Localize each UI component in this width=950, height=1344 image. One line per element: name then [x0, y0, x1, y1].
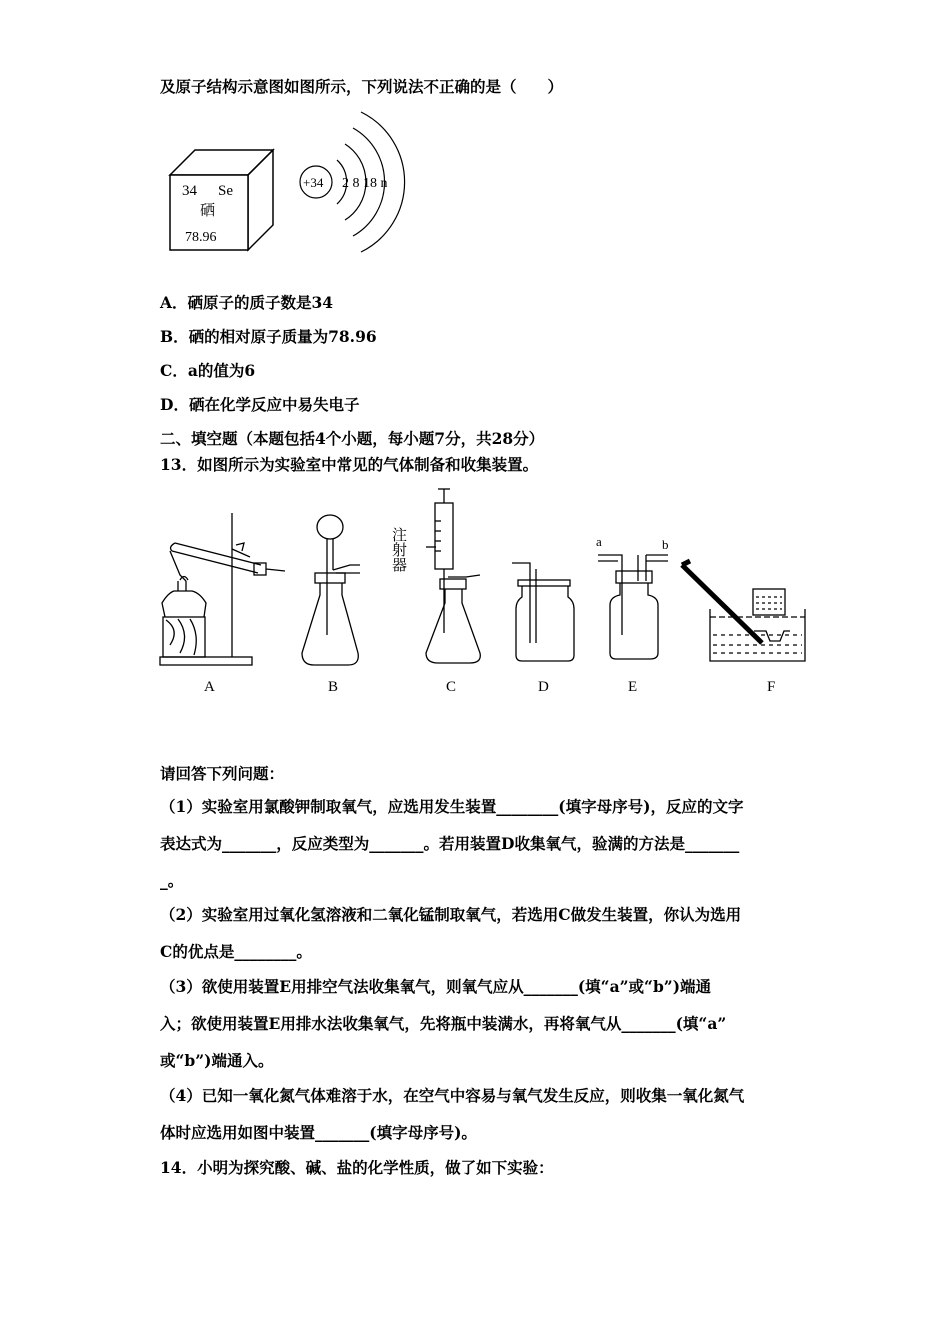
q13-line-2: 表达式为_______，反应类型为_______。若用装置D收集氧气，验满的方法是_______ — [160, 834, 740, 853]
option-a: A．硒原子的质子数是34 — [160, 293, 334, 312]
q12-stem: 及原子结构示意图如图所示，下列说法不正确的是（ ） — [160, 77, 564, 96]
q13-stem: 13．如图所示为实验室中常见的气体制备和收集装置。 — [160, 455, 539, 474]
label-d: D — [538, 679, 549, 695]
label-c: C — [446, 679, 457, 695]
label-a: A — [204, 679, 215, 695]
option-d: D．硒在化学反应中易失电子 — [160, 395, 360, 414]
atomic-structure-diagram — [295, 108, 415, 258]
apparatus-d — [512, 563, 574, 661]
q13-line-3: _。 — [160, 871, 184, 890]
element-name: 硒 — [200, 201, 216, 219]
q13-line-7: 入；欲使用装置E用排水法收集氧气，先将瓶中装满水，再将氧气从_______(填“a” — [160, 1014, 727, 1033]
periodic-table-cell — [165, 145, 280, 255]
label-e: E — [628, 679, 638, 695]
q13-line-8: 或“b”)端通入。 — [160, 1051, 274, 1070]
q13-line-4: （2）实验室用过氧化氢溶液和二氧化锰制取氧气，若选用C做发生装置，你认为选用 — [160, 905, 742, 924]
section-heading: 二、填空题（本题包括4个小题，每小题7分，共28分） — [160, 429, 545, 448]
element-number: 34 — [182, 183, 197, 199]
element-symbol: Se — [218, 183, 233, 199]
electron-shells: 2 8 18 n — [342, 176, 388, 191]
q13-line-5: C的优点是________。 — [160, 942, 312, 961]
q14-stem: 14．小明为探究酸、碱、盐的化学性质，做了如下实验： — [160, 1158, 554, 1177]
nucleus-charge: +34 — [303, 175, 324, 190]
q13-line-10: 体时应选用如图中装置_______(填字母序号)。 — [160, 1123, 477, 1142]
apparatus-f — [682, 561, 805, 661]
q13-line-6: （3）欲使用装置E用排空气法收集氧气，则氧气应从_______(填“a”或“b”)端通 — [160, 977, 712, 996]
apparatus-e — [598, 555, 668, 659]
syringe-label: 注射器 — [390, 527, 408, 572]
element-mass: 78.96 — [185, 230, 217, 245]
apparatus-c — [426, 489, 480, 663]
port-a-label: a — [596, 534, 602, 549]
port-b-label: b — [662, 537, 669, 552]
q13-prompt: 请回答下列问题： — [160, 764, 285, 783]
apparatus-figure — [150, 485, 820, 700]
option-b: B．硒的相对原子质量为78.96 — [160, 327, 377, 346]
option-c: C．a的值为6 — [160, 361, 256, 380]
apparatus-b — [302, 515, 360, 665]
label-b: B — [328, 679, 339, 695]
q13-line-9: （4）已知一氧化氮气体难溶于水，在空气中容易与氧气发生反应，则收集一氧化氮气 — [160, 1086, 745, 1105]
q13-line-1: （1）实验室用氯酸钾制取氧气，应选用发生装置________(填字母序号)，反应的文字 — [160, 797, 744, 816]
label-f: F — [767, 679, 776, 695]
apparatus-a — [160, 513, 285, 665]
